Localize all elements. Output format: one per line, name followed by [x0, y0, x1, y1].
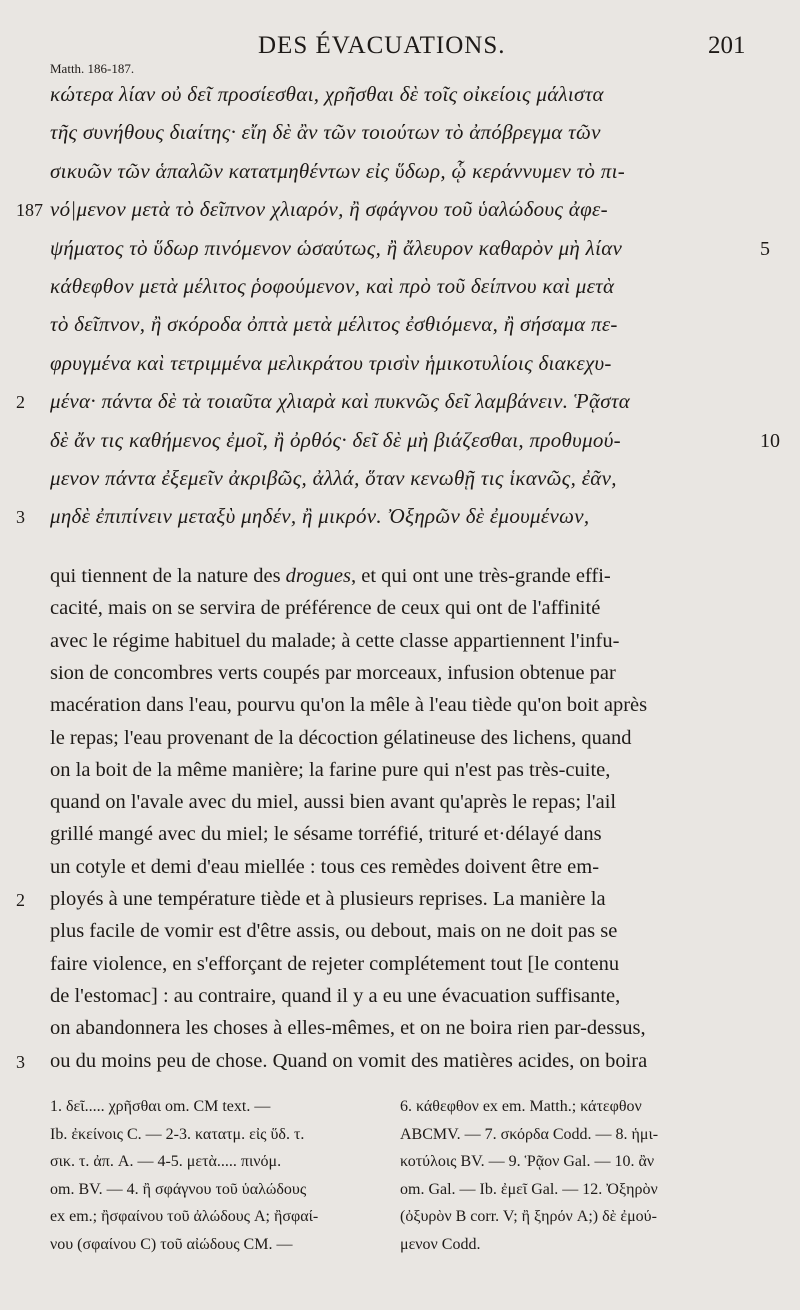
footnote-line: 6. κάθεφθον ex em. Matth.; κάτεφθον — [400, 1098, 642, 1115]
footnote-line: μενον Codd. — [400, 1235, 481, 1253]
greek-line: δὲ ἄν τις καθήμενος ἐμοῖ, ἢ ὀρθός· δεῖ δὲ μὴ βιάζεσθαι, προθυμού- — [50, 427, 621, 452]
footnote-line: om. BV. — 4. ἢ σφάγνου τοῦ ὑαλώδους — [50, 1180, 307, 1198]
greek-line: μενον πάντα ἐξεμεῖν ἀκριβῶς, ἀλλά, ὅταν κενωθῇ τις ἱκανῶς, ἐᾶν, — [50, 466, 617, 490]
greek-line: μένα· πάντα δὲ τὰ τοιαῦτα χλιαρὰ καὶ πυκνῶς δεῖ λαμβάνειν. Ῥᾷστα — [50, 389, 631, 414]
footnote-line: ABCMV. — 7. σκόρδα Codd. — 8. ἡμι- — [400, 1125, 659, 1143]
greek-line: τὸ δεῖπνον, ἢ σκόροδα ὀπτὰ μετὰ μέλιτος ἐσθιόμενα, ἢ σήσαμα πε- — [50, 312, 618, 337]
greek-line: μηδὲ ἐπιπίνειν μεταξὺ μηδέν, ἢ μικρόν. Ὀξηρῶν δὲ ἐμουμένων, — [50, 504, 590, 529]
greek-line: ψήματος τὸ ὕδωρ πινόμενον ὡσαύτως, ἢ ἄλευρον καθαρὸν μὴ λίαν — [50, 235, 623, 260]
greek-line: νό|μενον μετὰ τὸ δεῖπνον χλιαρόν, ἢ σφάγνου τοῦ ὑαλώδους ἀφε- — [50, 197, 608, 222]
reference-label: Matth. 186-187. — [50, 61, 135, 76]
margin-number-right: 5 — [760, 237, 770, 260]
margin-number-left: 3 — [16, 507, 25, 528]
greek-line: φρυγμένα καὶ τετριμμένα μελικράτου τρισὶν ἡμικοτυλίοις διακεχυ- — [50, 350, 612, 375]
french-line: on la boit de la même manière; la farine pure qui n'est pas très-cuite, — [50, 758, 611, 781]
footnote-line: κοτύλοις BV. — 9. Ῥᾷον Gal. — 10. ἂν — [400, 1153, 655, 1170]
footnote-line: 1. δεῖ..... χρῆσθαι om. CM text. — — [50, 1098, 271, 1115]
greek-line: κώτερα λίαν οὐ δεῖ προσίεσθαι, χρῆσθαι δὲ τοῖς οἰκείοις μάλιστα — [50, 82, 604, 106]
margin-number-left: 2 — [16, 392, 25, 413]
french-line: plus facile de vomir est d'être assis, ou debout, mais on ne doit pas se — [50, 920, 618, 943]
french-line: cacité, mais on se servira de préférence de ceux qui ont de l'affinité — [50, 597, 601, 620]
greek-line: κάθεφθον μετὰ μέλιτος ῥοφούμενον, καὶ πρὸ τοῦ δείπνου καὶ μετὰ — [50, 274, 615, 298]
french-line: sion de concombres verts coupés par morceaux, infusion obtenue par — [50, 661, 616, 684]
page-header — [0, 30, 800, 64]
french-line: qui tiennent de la nature des drogues, et qui ont une très-grande effi- — [50, 565, 611, 587]
french-line: avec le régime habituel du malade; à cette classe appartiennent l'infu- — [50, 629, 620, 652]
french-line: de l'estomac] : au contraire, quand il y a eu une évacuation suffisante, — [50, 984, 621, 1007]
french-line: un cotyle et demi d'eau miellée : tous ces remèdes doivent être em- — [50, 855, 600, 878]
margin-number-left: 2 — [16, 890, 25, 910]
french-line: grillé mangé avec du miel; le sésame torréfié, trituré et·délayé dans — [50, 823, 602, 846]
margin-number-left: 187 — [16, 200, 43, 221]
french-line: macération dans l'eau, pourvu qu'on la mêle à l'eau tiède qu'on boit après — [50, 694, 648, 717]
footnote-line: om. Gal. — Ib. ἐμεῖ Gal. — 12. Ὀξηρὸν — [400, 1180, 658, 1198]
page-number: 201 — [708, 32, 746, 59]
footnote-line: Ib. ἐκείνοις C. — 2-3. κατατμ. εἰς ὕδ. τ. — [50, 1125, 305, 1143]
running-title: DES ÉVACUATIONS. — [258, 32, 506, 59]
footnote-line: νου (σφαίνου C) τοῦ αἰώδους CM. — — [50, 1235, 293, 1253]
french-line: ployés à une température tiède et à plusieurs reprises. La manière la — [50, 888, 606, 910]
footnote-line: (ὀξυρὸν B corr. V; ἢ ξηρόν A;) δὲ ἐμού- — [400, 1208, 657, 1225]
french-line: ou du moins peu de chose. Quand on vomit des matières acides, on boira — [50, 1049, 648, 1072]
greek-line: τῆς συνήθους διαίτης· εἴη δὲ ἂν τῶν τοιούτων τὸ ἀπόβρεγμα τῶν — [50, 120, 601, 145]
french-line: faire violence, en s'efforçant de rejeter complétement tout [le contenu — [50, 952, 620, 975]
french-line: quand on l'avale avec du miel, aussi bien avant qu'après le repas; l'ail — [50, 791, 617, 814]
footnote-line: ex em.; ἢσφαίνου τοῦ ἀλώδους A; ἢσφαί- — [50, 1208, 319, 1225]
greek-line: σικυῶν τῶν ἁπαλῶν κατατμηθέντων εἰς ὕδωρ, ᾧ κεράννυμεν τὸ πι- — [50, 158, 626, 183]
french-line: on abandonnera les choses à elles-mêmes, et on ne boira rien par-dessus, — [50, 1017, 646, 1040]
margin-number-left: 3 — [16, 1051, 25, 1072]
footnote-line: σικ. τ. ἀπ. A. — 4-5. μετὰ..... πινόμ. — [50, 1153, 282, 1170]
french-line: le repas; l'eau provenant de la décoction gélatineuse des lichens, quand — [50, 726, 632, 749]
margin-number-right: 10 — [760, 429, 780, 452]
